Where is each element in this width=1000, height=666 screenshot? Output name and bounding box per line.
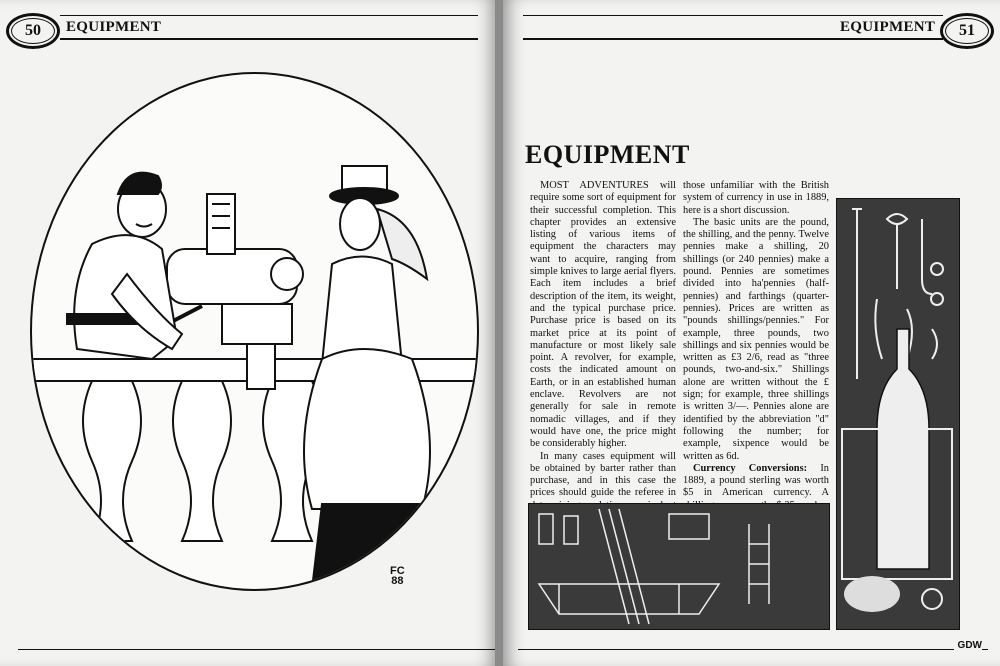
header-rule xyxy=(523,38,943,40)
page-number-badge xyxy=(6,13,60,49)
illustration-scene xyxy=(32,74,477,589)
artist-signature: FC 88 xyxy=(390,565,405,587)
tools-drawing xyxy=(837,199,959,629)
running-head: EQUIPMENT xyxy=(836,19,939,36)
right-page xyxy=(503,0,1000,666)
paragraph: The basic units are the pound, the shilling, and the penny. Twelve pennies make a shilling, 20 shillings (or 240 pennies) make a pound. Pennies are sometimes divided into ha'pennies (half-pennies) and farthings (quarter-pennies). Prices are written as "pounds shillings/pennies." For example, three pounds, two shillings and six pennies would be written as £3 2/6, read as "three pounds, two-and-six." Shillings alone are written without the £ sign; for example, three shillings is written 3/—. Pennies alone are identified by the abbreviation "d" following the number; for example, sixpence would be written as 6d. xyxy=(683,216,829,462)
equipment-illustration-tall xyxy=(836,198,960,630)
header-rule xyxy=(60,38,478,40)
header-rule-thin xyxy=(60,15,478,16)
paragraph: MOST ADVENTURES will require some sort of equipment for their successful completion. This chapter provides an extensive listing of various items of equipment the characters may want to acquire, ranging from simple knives to large aerial flyers. Each item includes a brief description of the item, its weight, and the typical purchase price. Purchase price is based on its market price at its point of manufacture or most likely sale point. A revolver, for example, costs the indicated amount on Earth, or in an established human enclave. Revolvers are not generally for sale in remote nomadic villages, and if they would have one, the price might be considerably higher. xyxy=(530,180,676,450)
currency-text: In 1889, a pound sterling was worth $5 in American currency. A xyxy=(683,462,829,499)
currency-heading: Currency Conversions: xyxy=(693,462,808,474)
text-column-1 xyxy=(530,180,676,537)
footer-rule xyxy=(18,649,496,650)
illustration-oval xyxy=(30,72,479,591)
running-head: EQUIPMENT xyxy=(62,19,165,36)
header-rule-thin xyxy=(523,15,943,16)
page-number-badge xyxy=(940,13,994,49)
page-number: 50 xyxy=(25,22,41,39)
footer-rule xyxy=(518,649,988,650)
publisher-mark: GDW xyxy=(954,640,982,651)
paragraph: In many cases equipment will be obtained by barter rather than purchase, and in this case the prices should guide the referee in xyxy=(530,450,676,499)
page-number: 51 xyxy=(959,22,975,39)
storeroom-drawing xyxy=(529,504,829,629)
paragraph: those unfamiliar with the British system of currency in use in 1889, here is a short discussion. xyxy=(683,180,829,216)
chapter-title: EQUIPMENT xyxy=(525,140,690,169)
equipment-illustration-wide xyxy=(528,503,830,630)
text-column-2 xyxy=(683,180,829,524)
left-page xyxy=(0,0,497,666)
